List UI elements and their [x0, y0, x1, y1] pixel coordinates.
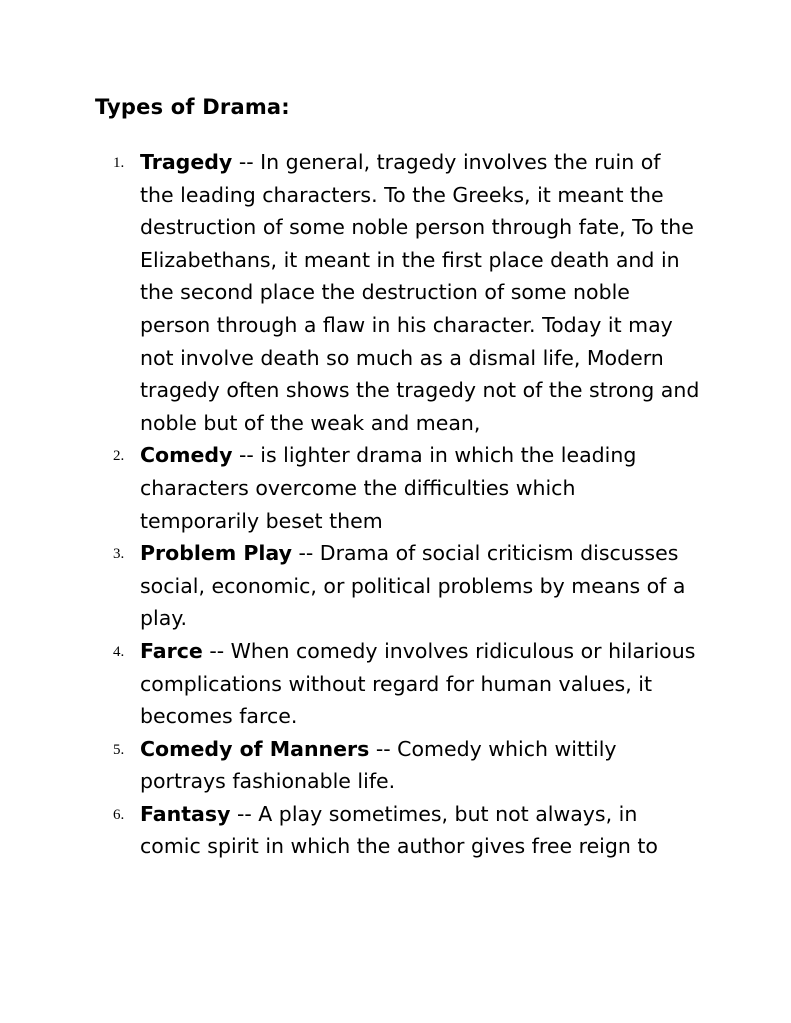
list-number: 4.: [113, 643, 125, 660]
drama-types-list: [0, 146, 791, 863]
list-item-tragedy: [0, 146, 700, 439]
term-description: -- When comedy involves ridiculous or hilarious complications without regard for human values, it becomes farce.: [140, 638, 696, 729]
term-label: Problem Play: [140, 541, 292, 566]
term-description: -- In general, tragedy involves the ruin of the leading characters. To the Greeks, it meant the destruction of some noble person through fate, To the Elizabethans, it meant in the first place death and in the second place the destruction of some noble person through a flaw in his character. Today it may not involve death so much as a dismal life, Modern tragedy often shows the tragedy not of the strong and noble but of the weak and mean,: [140, 150, 700, 435]
list-item-farce: [0, 635, 700, 733]
list-number: 6.: [113, 806, 125, 823]
list-item-comedy-of-manners: [0, 733, 700, 798]
list-number: 5.: [113, 741, 125, 758]
list-item-fantasy: [0, 798, 700, 863]
term-label: Tragedy: [140, 150, 233, 174]
term-description: -- Comedy which wittily portrays fashionable life.: [140, 736, 617, 794]
term-label: Comedy of Manners: [140, 736, 370, 761]
term-description: -- is lighter drama in which the leading characters overcome the difficulties which temporarily beset them: [140, 443, 637, 533]
term-label: Farce: [140, 638, 203, 663]
list-number: 2.: [113, 448, 125, 465]
list-item-problem-play: [0, 537, 700, 635]
list-number: 3.: [113, 546, 125, 563]
term-description: -- A play sometimes, but not always, in comic spirit in which the author gives free reign to: [140, 801, 658, 859]
page-heading: Types of Drama:: [95, 95, 290, 119]
term-label: Comedy: [140, 443, 233, 468]
list-item-comedy: [0, 439, 700, 537]
term-description: -- Drama of social criticism discusses social, economic, or political problems by means of a play.: [140, 541, 686, 631]
list-number: 1.: [113, 155, 125, 171]
term-label: Fantasy: [140, 801, 231, 826]
